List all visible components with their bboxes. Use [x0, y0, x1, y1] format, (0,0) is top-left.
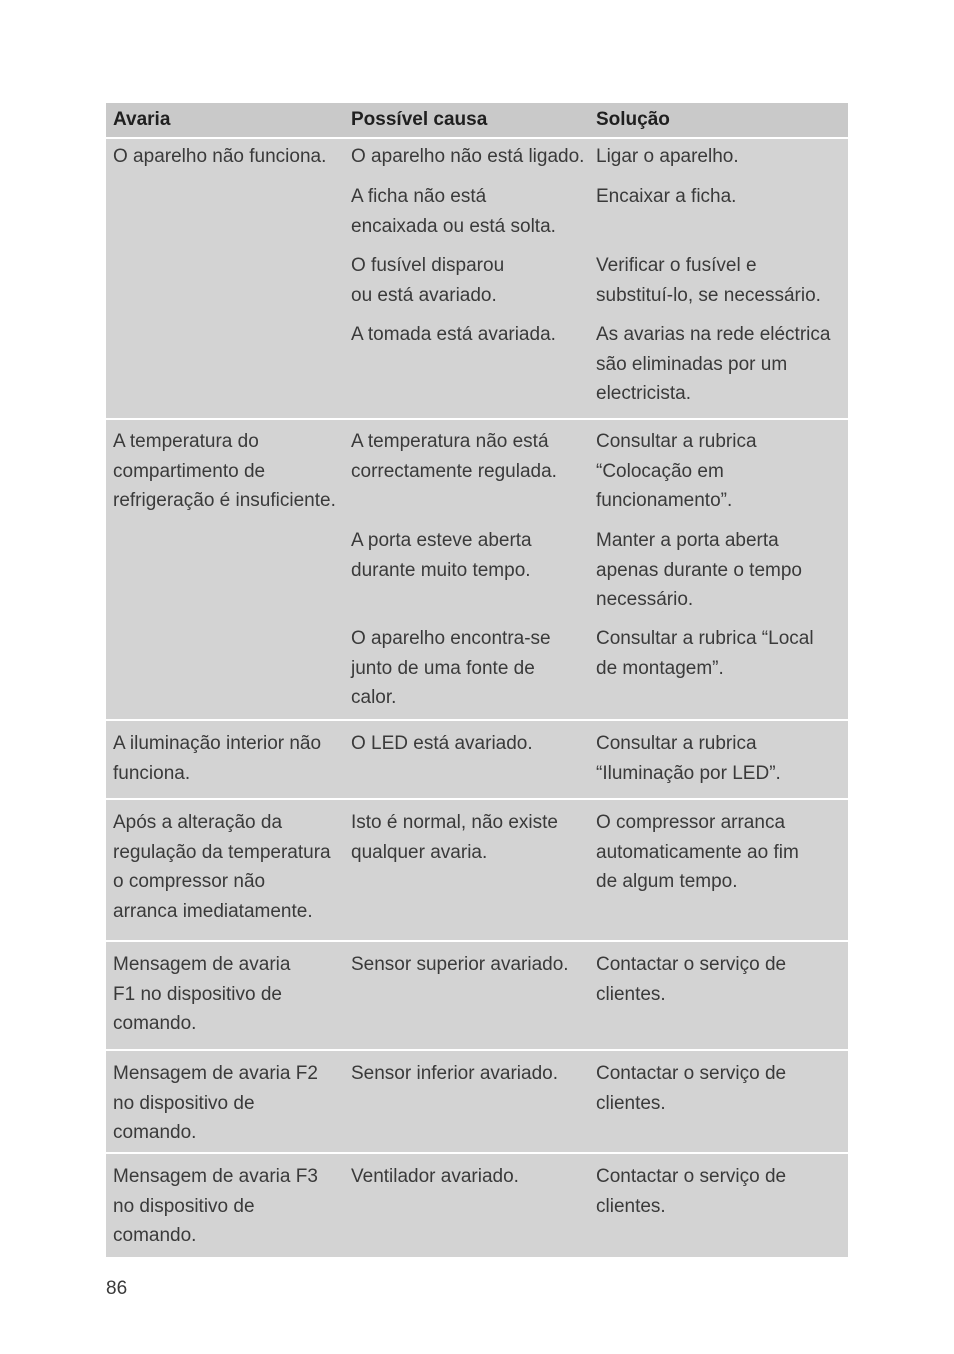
fault-text: O aparelho não funciona.: [113, 146, 327, 167]
cause-text: O aparelho encontra-se junto de uma fonte de calor.: [351, 628, 551, 708]
cause-text: A porta esteve aberta durante muito tempo.: [351, 530, 532, 581]
fault-cell: [106, 729, 345, 798]
table-row: [345, 427, 848, 526]
fault-cell: [106, 808, 345, 940]
fault-text: A temperatura do compartimento de refrigeração é insuficiente.: [113, 431, 336, 511]
table-row: [345, 142, 848, 182]
solution-text: Ligar o aparelho.: [596, 146, 739, 167]
cause-text: A temperatura não está correctamente regulada.: [351, 431, 557, 482]
table-row: [345, 320, 848, 409]
table-row: [345, 182, 848, 251]
solution-text: As avarias na rede eléctrica são eliminadas por um electricista.: [596, 324, 831, 404]
fault-text: Mensagem de avaria F3 no dispositivo de comando.: [113, 1166, 318, 1246]
table-header-row: [106, 103, 848, 137]
solution-text: Consultar a rubrica “Iluminação por LED”.: [596, 733, 781, 784]
table-row: [345, 729, 848, 788]
solution-text: Encaixar a ficha.: [596, 186, 737, 207]
cause-text: Sensor superior avariado.: [351, 954, 569, 975]
cause-text: O fusível disparou ou está avariado.: [351, 255, 505, 306]
fault-group: [106, 798, 848, 940]
cause-text: A ficha não está encaixada ou está solta.: [351, 186, 556, 237]
table-row: [345, 624, 848, 713]
table-row: [345, 526, 848, 624]
fault-text: Após a alteração da regulação da temperatura o compressor não arranca imediatamente.: [113, 812, 331, 922]
cause-text: O LED está avariado.: [351, 733, 533, 754]
fault-text: A iluminação interior não funciona.: [113, 733, 322, 784]
solution-text: Manter a porta aberta apenas durante o tempo necessário.: [596, 530, 802, 610]
table-row: [345, 808, 848, 897]
solution-text: Consultar a rubrica “Local de montagem”.: [596, 628, 814, 679]
solution-text: Consultar a rubrica “Colocação em funcionamento”.: [596, 431, 757, 511]
cause-text: Ventilador avariado.: [351, 1166, 519, 1187]
fault-text: Mensagem de avaria F2 no dispositivo de comando.: [113, 1063, 318, 1143]
solution-text: O compressor arranca automaticamente ao fim de algum tempo.: [596, 812, 799, 892]
header-cause: Possível causa: [351, 109, 488, 130]
cause-text: A tomada está avariada.: [351, 324, 556, 345]
troubleshooting-table: [106, 103, 848, 1257]
fault-cell: [106, 427, 345, 719]
page-number: 86: [106, 1278, 128, 1299]
cause-text: Isto é normal, não existe qualquer avaria.: [351, 812, 558, 863]
fault-group: [106, 137, 848, 418]
fault-group: [106, 418, 848, 719]
cause-text: Sensor inferior avariado.: [351, 1063, 558, 1084]
fault-cell: [106, 142, 345, 418]
fault-group: [106, 940, 848, 1049]
solution-text: Verificar o fusível e substituí-lo, se necessário.: [596, 255, 821, 306]
header-fault: Avaria: [113, 109, 171, 130]
fault-text: Mensagem de avaria F1 no dispositivo de comando.: [113, 954, 291, 1034]
header-solution: Solução: [596, 109, 670, 130]
solution-text: Contactar o serviço de clientes.: [596, 1166, 787, 1217]
cause-text: O aparelho não está ligado.: [351, 146, 585, 167]
fault-cell: [106, 1059, 345, 1152]
fault-group: [106, 719, 848, 798]
table-row: [345, 1059, 848, 1118]
fault-group: [106, 1152, 848, 1257]
solution-text: Contactar o serviço de clientes.: [596, 1063, 787, 1114]
table-row: [345, 950, 848, 1009]
table-row: [345, 251, 848, 320]
solution-text: Contactar o serviço de clientes.: [596, 954, 787, 1005]
fault-cell: [106, 950, 345, 1049]
fault-cell: [106, 1162, 345, 1257]
table-row: [345, 1162, 848, 1221]
fault-group: [106, 1049, 848, 1152]
